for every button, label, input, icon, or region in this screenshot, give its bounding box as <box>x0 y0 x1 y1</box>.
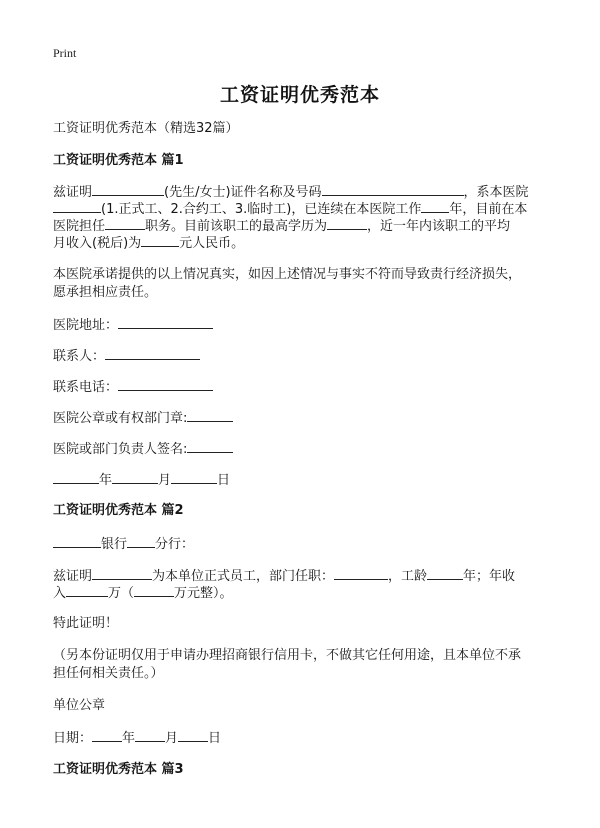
hospital-address-line: 医院地址： <box>53 315 213 335</box>
paragraph-line: 月收入(税后)为 元人民币。 <box>53 233 244 253</box>
paragraph-line: （另本份证明仅用于申请办理招商银行信用卡，不做其它任何用途，且本单位不承 <box>53 648 522 663</box>
blank-field[interactable] <box>322 182 464 196</box>
section-heading-3: 工资证明优秀范本 篇3 <box>53 762 184 777</box>
section-heading-2: 工资证明优秀范本 篇2 <box>53 503 184 518</box>
blank-field[interactable] <box>53 199 101 213</box>
blank-field[interactable] <box>141 233 179 247</box>
contact-phone-line: 联系电话： <box>53 377 213 397</box>
paragraph-line: 医院担任 职务。目前该职工的最高学历为 ，近一年内该职工的平均 <box>53 216 510 236</box>
year-field[interactable] <box>92 728 122 742</box>
hospital-seal-line: 医院公章或有权部门章: <box>53 408 233 428</box>
year-field[interactable] <box>53 470 99 484</box>
paragraph-line: 担任何相关责任。） <box>53 666 164 681</box>
position-field[interactable] <box>334 566 388 580</box>
unit-seal-label: 单位公章 <box>53 698 106 713</box>
certification-line: 入 万（ 万元整）。 <box>53 583 233 603</box>
paragraph-line: 本医院承诺提供的以上情况真实，如因上述情况与事实不符而导致责行经济损失， <box>53 267 522 282</box>
blank-field[interactable] <box>92 182 164 196</box>
hospital-address-field[interactable] <box>118 315 213 329</box>
paragraph-line: (1.正式工、2.合约工、3.临时工)，已连续在本医院工作 年，目前在本 <box>53 199 527 219</box>
seniority-field[interactable] <box>427 566 463 580</box>
special-note: 特此证明！ <box>53 616 119 631</box>
blank-field[interactable] <box>421 199 449 213</box>
signature-field[interactable] <box>187 439 233 453</box>
blank-field[interactable] <box>105 216 145 230</box>
paragraph-line: 愿承担相应责任。 <box>53 285 158 300</box>
contact-phone-field[interactable] <box>118 377 213 391</box>
intro-text: 工资证明优秀范本（精选32篇） <box>53 121 239 136</box>
day-field[interactable] <box>178 728 208 742</box>
income-field[interactable] <box>66 583 108 597</box>
date-line: 日期： 年 月 日 <box>53 728 221 748</box>
income-words-field[interactable] <box>134 583 174 597</box>
blank-field[interactable] <box>327 216 367 230</box>
branch-name-field[interactable] <box>127 534 155 548</box>
month-field[interactable] <box>112 470 158 484</box>
print-link[interactable]: Print <box>53 46 77 60</box>
day-field[interactable] <box>171 470 217 484</box>
bank-line: 银行 分行： <box>53 534 194 554</box>
paragraph-line: 兹证明 (先生/女士)证件名称及号码 ，系本医院 <box>53 182 529 202</box>
section-heading-1: 工资证明优秀范本 篇1 <box>53 153 184 168</box>
signature-line: 医院或部门负责人签名: <box>53 439 233 459</box>
contact-person-line: 联系人： <box>53 346 200 366</box>
hospital-seal-field[interactable] <box>187 408 233 422</box>
employee-name-field[interactable] <box>92 566 152 580</box>
page-title: 工资证明优秀范本 <box>219 84 380 106</box>
contact-person-field[interactable] <box>105 346 200 360</box>
date-line: 年 月 日 <box>53 470 230 490</box>
bank-name-field[interactable] <box>53 534 101 548</box>
month-field[interactable] <box>135 728 165 742</box>
certification-line: 兹证明 为本单位正式员工，部门任职： ，工龄 年；年收 <box>53 566 515 586</box>
